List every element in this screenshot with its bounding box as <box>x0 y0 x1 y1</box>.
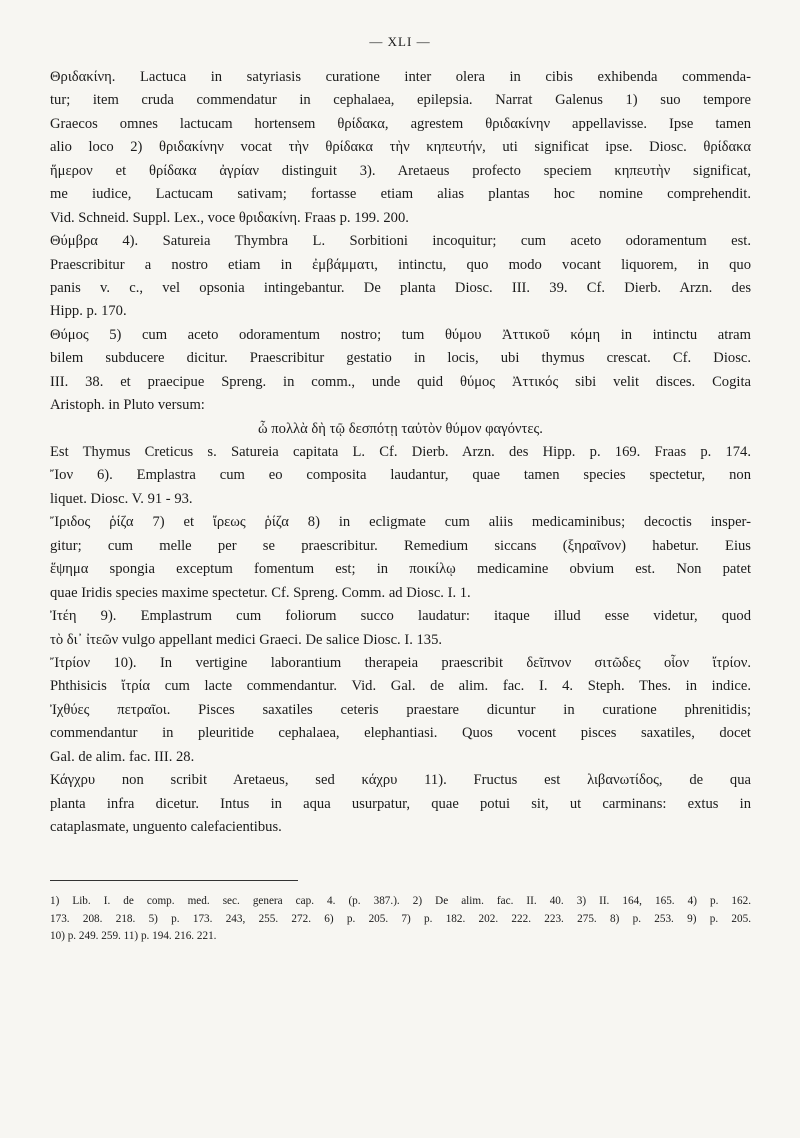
text-line: III. 38. et praecipue Spreng. in comm., unde quid θύμος Ἀττικός sibi velit disces. Cogita <box>50 373 751 390</box>
text-line: ἕψημα spongia exceptum fomentum est; in ποικίλῳ medicamine obvium est. Non patet <box>50 561 751 578</box>
text-line: Ἴον 6). Emplastra cum eo composita laudantur, quae tamen species spectetur, non <box>50 467 751 484</box>
verse-quote: ὦ πολλὰ δὴ τῷ δεσπότῃ ταὐτὸν θύμον φαγόντες. <box>258 420 543 437</box>
page-number: — XLI — <box>369 34 431 49</box>
text-line: panis v. c., vel opsonia intingebantur. De planta Diosc. III. 39. Cf. Dierb. Arzn. des <box>50 279 751 296</box>
text-line: commendantur in pleuritide cephalaea, elephantiasi. Quos vocent pisces saxatiles, docet <box>50 725 751 742</box>
text-line: Ἰτέη 9). Emplastrum cum foliorum succo laudatur: itaque illud esse videtur, quod <box>50 608 751 625</box>
text-line: Phthisicis ἴτρία cum lacte commendantur. Vid. Gal. de alim. fac. I. 4. Steph. Thes. in indice. <box>50 678 751 695</box>
text-line: Est Thymus Creticus s. Satureia capitata L. Cf. Dierb. Arzn. des Hipp. p. 169. Fraas p. 174. <box>50 444 751 460</box>
footnote-line: 10) p. 249. 259. 11) p. 194. 216. 221. <box>50 930 217 942</box>
text-line: Κάγχρυ non scribit Aretaeus, sed κάχρυ 11). Fructus est λιβανωτίδος, de qua <box>50 772 751 789</box>
text-line: me iudice, Lactucam sativam; fortasse etiam alias plantas hoc nomine comprehendit. <box>50 186 751 203</box>
text-line: Gal. de alim. fac. III. 28. <box>50 748 195 765</box>
footnotes <box>50 893 751 946</box>
text-line: Graecos omnes lactucam hortensem θρίδακα, agrestem θριδακίνην appellavisse. Ipse tamen <box>50 115 751 132</box>
text-line: planta infra dicetur. Intus in aqua usurpatur, quae potui sit, ut carminans: extus in <box>50 795 751 812</box>
text-line: ἥμερον et θρίδακα ἀγρίαν distinguit 3). Aretaeus profecto speciem κηπευτὴν significat, <box>50 162 751 179</box>
text-line: Hipp. p. 170. <box>50 303 127 320</box>
text-line: liquet. Diosc. V. 91 - 93. <box>50 490 193 507</box>
text-line: Vid. Schneid. Suppl. Lex., voce θριδακίνη. Fraas p. 199. 200. <box>50 209 409 226</box>
text-line: tur; item cruda commendatur in cephalaea, epilepsia. Narrat Galenus 1) suo tempore <box>50 92 751 109</box>
text-line: Aristoph. in Pluto versum: <box>50 397 205 414</box>
footnote-line: 1) Lib. I. de comp. med. sec. genera cap. 4. (p. 387.). 2) De alim. fac. II. 40. 3) II. 164, 165. 4) p. 162. <box>50 895 751 907</box>
footnote-line: 173. 208. 218. 5) p. 173. 243, 255. 272. 6) p. 205. 7) p. 182. 202. 222. 223. 275. 8) p. 253. 9) p. 205. <box>50 912 751 925</box>
text-line: τὸ δι᾽ ἰτεῶν vulgo appellant medici Graeci. De salice Diosc. I. 135. <box>50 631 443 648</box>
text-line: cataplasmate, unguento calefacientibus. <box>50 819 282 835</box>
text-line: Ἴριδος ῥίζα 7) et ἴρεως ῥίζα 8) in ecligmate cum aliis medicaminibus; decoctis insper- <box>50 514 751 531</box>
text-line: Θύμβρα 4). Satureia Thymbra L. Sorbitioni incoquitur; cum aceto odoramentum est. <box>50 233 751 250</box>
text-line: alio loco 2) θριδακίνην vocat τὴν θρίδακα τὴν κηπευτήν, uti significat ipse. Diosc. θρίδακα <box>50 139 751 156</box>
text-line: Θριδακίνη. Lactuca in satyriasis curatione inter olera in cibis exhibenda commenda- <box>50 69 751 85</box>
text-line: Praescribitur a nostro etiam in ἐμβάμματι, intinctu, quo modo vocant liquorem, in quo <box>50 256 751 273</box>
text-line: quae Iridis species maxime spectetur. Cf. Spreng. Comm. ad Diosc. I. 1. <box>50 584 471 601</box>
footnote-divider <box>50 880 298 881</box>
text-line: Ἴτρίον 10). In vertigine laborantium therapeia praescribit δεῖπνον σιτῶδες οἷον ἴτρίον. <box>50 654 751 671</box>
text-line: Θύμος 5) cum aceto odoramentum nostro; tum θύμου Ἀττικοῦ κόμη in intinctu atram <box>50 326 751 343</box>
body-text <box>50 66 751 839</box>
text-line: Ἰχθύες πετραῖοι. Pisces saxatiles ceteris praestare dicuntur in curatione phrenitidis; <box>50 701 751 718</box>
text-line: gitur; cum melle per se praescribitur. Remedium siccans (ξηραῖνον) habetur. Eius <box>50 537 751 554</box>
text-line: bilem subducere dicitur. Praescribitur gestatio in locis, ubi thymus crescat. Cf. Diosc. <box>50 350 751 367</box>
